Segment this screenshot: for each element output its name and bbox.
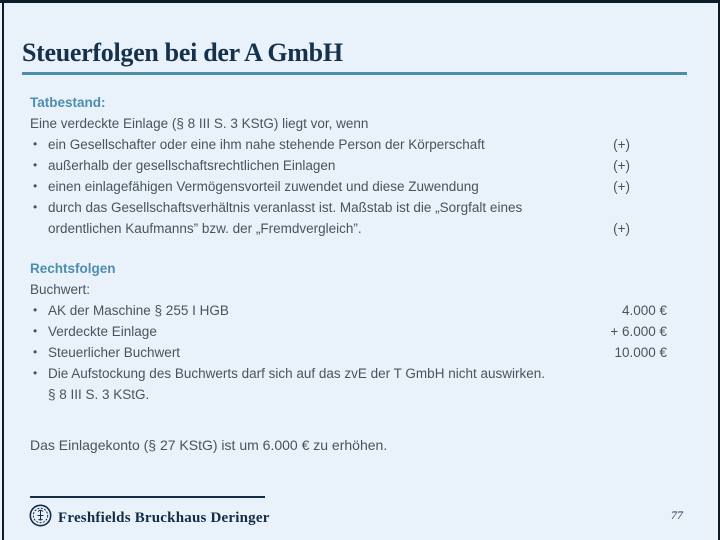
plus-mark: (+)	[613, 221, 630, 236]
list-item	[30, 155, 667, 176]
amount-value: 4.000 €	[621, 303, 667, 318]
footer-brand	[29, 504, 270, 532]
section-heading-tatbestand: Tatbestand:	[30, 95, 106, 110]
slide-title: Steuerfolgen bei der A GmbH	[22, 38, 343, 67]
list-item	[30, 342, 667, 363]
list-item	[30, 176, 667, 197]
bullet-icon: •	[33, 158, 38, 172]
section-rechtsfolgen	[30, 258, 667, 405]
list-item-text: § 8 III S. 3 KStG.	[48, 387, 150, 402]
bullet-icon: •	[33, 200, 38, 214]
list-item	[30, 363, 667, 405]
footer-divider	[30, 496, 265, 498]
section-tatbestand	[30, 92, 667, 239]
list-item-text: Steuerlicher Buchwert	[48, 345, 181, 360]
left-border-line	[2, 0, 4, 540]
bullet-icon: •	[33, 303, 38, 317]
list-item-text: einen einlagefähigen Vermögensvorteil zuwendet und diese Zuwendung	[48, 179, 479, 194]
bullet-icon: •	[33, 366, 38, 380]
bullet-icon: •	[33, 137, 38, 151]
list-item	[30, 300, 667, 321]
list-item	[30, 134, 667, 155]
top-border-line	[0, 0, 720, 3]
list-item-text: außerhalb der gesellschaftsrechtlichen Einlagen	[48, 158, 336, 173]
bullet-icon: •	[33, 324, 38, 338]
list-item	[30, 321, 667, 342]
page-number: 77	[671, 508, 683, 522]
freshfields-crest-icon	[29, 504, 52, 532]
bullet-icon: •	[33, 179, 38, 193]
title-divider	[22, 72, 687, 75]
section-heading-rechtsfolgen: Rechtsfolgen	[30, 261, 116, 276]
plus-mark: (+)	[613, 137, 630, 152]
slide-body	[30, 92, 667, 456]
closing-statement: Das Einlagekonto (§ 27 KStG) ist um 6.000 € zu erhöhen.	[30, 437, 388, 453]
amount-value: 10.000 €	[614, 345, 667, 360]
rechtsfolgen-subheading: Buchwert:	[30, 282, 91, 297]
list-item-text: ordentlichen Kaufmanns” bzw. der „Fremdvergleich”.	[48, 221, 362, 236]
list-item-text: ein Gesellschafter oder eine ihm nahe stehende Person der Körperschaft	[48, 137, 485, 152]
bullet-icon: •	[33, 345, 38, 359]
amount-value: + 6.000 €	[610, 324, 667, 339]
list-item-text: durch das Gesellschaftsverhältnis veranlasst ist. Maßstab ist die „Sorgfalt eines	[48, 200, 523, 215]
list-item	[30, 197, 667, 239]
plus-mark: (+)	[613, 179, 630, 194]
list-item-text: Verdeckte Einlage	[48, 324, 157, 339]
tatbestand-intro: Eine verdeckte Einlage (§ 8 III S. 3 KStG) liegt vor, wenn	[30, 116, 369, 131]
list-item-text: AK der Maschine § 255 I HGB	[48, 303, 229, 318]
footer-brand-text: Freshfields Bruckhaus Deringer	[58, 509, 270, 526]
list-item-text: Die Aufstockung des Buchwerts darf sich auf das zvE der T GmbH nicht auswirken.	[48, 366, 545, 381]
plus-mark: (+)	[613, 158, 630, 173]
